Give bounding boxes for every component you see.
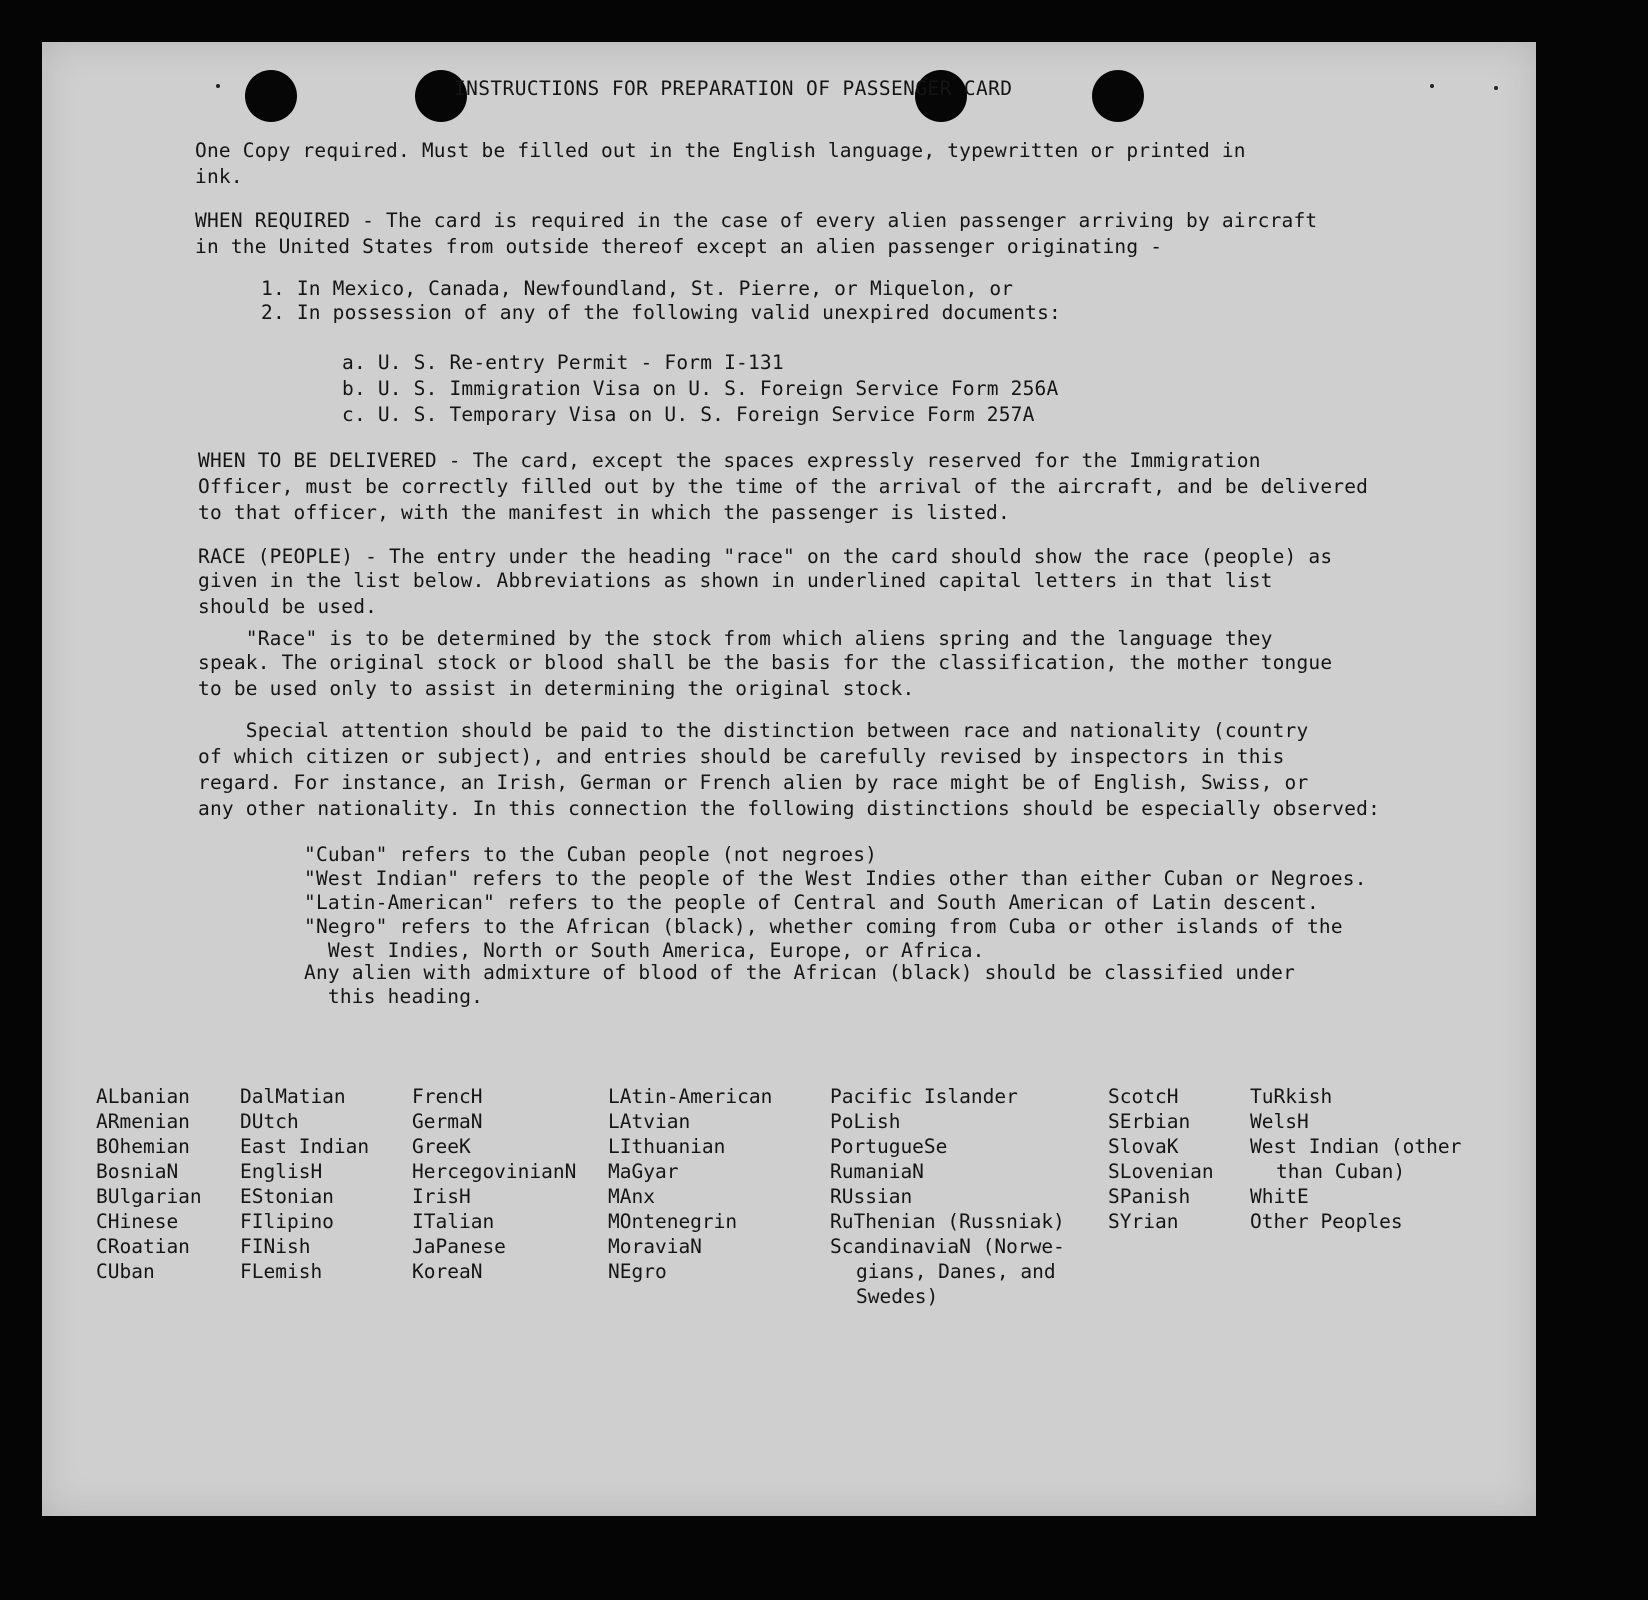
race-entry: SYrian (1108, 1210, 1179, 1233)
document-item: c. U. S. Temporary Visa on U. S. Foreign Service Form 257A (342, 403, 1035, 426)
race-entry: MAnx (608, 1185, 655, 1208)
race-entry: West Indian (other (1250, 1135, 1462, 1158)
race-entry: Swedes) (856, 1285, 939, 1308)
race-entry: KoreaN (412, 1260, 483, 1283)
race-entry: ITalian (412, 1210, 495, 1233)
special-attention-line: Special attention should be paid to the distinction between race and nationality (country (198, 719, 1309, 742)
special-attention-line: regard. For instance, an Irish, German or French alien by race might be of English, Swiss, or (198, 771, 1309, 794)
race-entry: CHinese (96, 1210, 179, 1233)
race-entry: SPanish (1108, 1185, 1191, 1208)
when-delivered-line: to that officer, with the manifest in which the passenger is listed. (198, 501, 1010, 524)
race-entry: BOhemian (96, 1135, 190, 1158)
race-entry: MaGyar (608, 1160, 679, 1183)
race-entry: TuRkish (1250, 1085, 1333, 1108)
race-entry: BUlgarian (96, 1185, 202, 1208)
race-entry: ScotcH (1108, 1085, 1179, 1108)
condition-item: 2. In possession of any of the following valid unexpired documents: (261, 301, 1061, 324)
race-entry: than Cuban) (1276, 1160, 1406, 1183)
race-entry: GreeK (412, 1135, 471, 1158)
race-entry: NEgro (608, 1260, 667, 1283)
race-entry: RuThenian (Russniak) (830, 1210, 1065, 1233)
distinction-line: this heading. (304, 985, 484, 1008)
when-required-line: in the United States from outside thereof except an alien passenger originating - (195, 235, 1163, 258)
race-entry: FLemish (240, 1260, 323, 1283)
race-list-column (608, 1084, 772, 1284)
distinction-line: Any alien with admixture of blood of the African (black) should be classified under (304, 961, 1296, 984)
race-entry: WelsH (1250, 1110, 1309, 1133)
race-entry: GermaN (412, 1110, 483, 1133)
race-entry: JaPanese (412, 1235, 506, 1258)
race-entry: DalMatian (240, 1085, 346, 1108)
race-entry: WhitE (1250, 1185, 1309, 1208)
distinction-line: "West Indian" refers to the people of the West Indies other than either Cuban or Negroes. (304, 867, 1367, 890)
race-heading-line: RACE (PEOPLE) - The entry under the heading "race" on the card should show the race (people) as (198, 545, 1333, 568)
race-entry: CRoatian (96, 1235, 190, 1258)
race-entry: Pacific Islander (830, 1085, 1018, 1108)
race-entry: FIlipino (240, 1210, 334, 1233)
race-heading-line: given in the list below. Abbreviations as shown in underlined capital letters in that list (198, 569, 1273, 592)
race-entry: EStonian (240, 1185, 334, 1208)
race-entry: ALbanian (96, 1085, 190, 1108)
punch-hole (245, 70, 297, 122)
race-list-column (830, 1084, 1065, 1309)
race-entry: LAtin-American (608, 1085, 773, 1108)
race-entry: gians, Danes, and (856, 1260, 1056, 1283)
race-entry: PoLish (830, 1110, 901, 1133)
race-entry: IrisH (412, 1185, 471, 1208)
race-entry: RUssian (830, 1185, 913, 1208)
race-entry: LIthuanian (608, 1135, 726, 1158)
race-entry: SlovaK (1108, 1135, 1179, 1158)
race-entry: ARmenian (96, 1110, 190, 1133)
race-definition-line: to be used only to assist in determining the original stock. (198, 677, 915, 700)
race-list-column (1108, 1084, 1214, 1234)
race-entry: SErbian (1108, 1110, 1191, 1133)
race-entry: LAtvian (608, 1110, 691, 1133)
distinction-line: West Indies, North or South America, Europe, or Africa. (304, 939, 985, 962)
race-entry: DUtch (240, 1110, 299, 1133)
race-entry: MoraviaN (608, 1235, 702, 1258)
race-entry: HercegovinianN (412, 1160, 577, 1183)
race-entry: Other Peoples (1250, 1210, 1403, 1233)
race-entry: FINish (240, 1235, 311, 1258)
document-item: a. U. S. Re-entry Permit - Form I-131 (342, 351, 784, 374)
special-attention-line: any other nationality. In this connection the following distinctions should be especially observed: (198, 797, 1381, 820)
speck-mark (1494, 86, 1498, 90)
intro-line: One Copy required. Must be filled out in the English language, typewritten or printed in (195, 139, 1246, 162)
race-entry: RumaniaN (830, 1160, 924, 1183)
race-list-column (1250, 1084, 1461, 1234)
race-entry: MOntenegrin (608, 1210, 738, 1233)
condition-item: 1. In Mexico, Canada, Newfoundland, St. Pierre, or Miquelon, or (261, 277, 1014, 300)
document-page (42, 42, 1536, 1516)
distinction-line: "Latin-American" refers to the people of Central and South American of Latin descent. (304, 891, 1319, 914)
speck-mark (1430, 84, 1434, 88)
race-definition-line: "Race" is to be determined by the stock from which aliens spring and the language they (198, 627, 1273, 650)
race-entry: FrencH (412, 1085, 483, 1108)
when-delivered-line: Officer, must be correctly filled out by the time of the arrival of the aircraft, and be delivered (198, 475, 1369, 498)
race-entry: ScandinaviaN (Norwe- (830, 1235, 1065, 1258)
page-title: INSTRUCTIONS FOR PREPARATION OF PASSENGER CARD (454, 77, 1013, 100)
race-heading-line: should be used. (198, 595, 378, 618)
race-entry: BosniaN (96, 1160, 179, 1183)
race-entry: EnglisH (240, 1160, 323, 1183)
race-list-column (412, 1084, 576, 1284)
race-definition-line: speak. The original stock or blood shall be the basis for the classification, the mother tongue (198, 651, 1333, 674)
distinction-line: "Cuban" refers to the Cuban people (not negroes) (304, 843, 878, 866)
distinction-line: "Negro" refers to the African (black), whether coming from Cuba or other islands of the (304, 915, 1343, 938)
when-delivered-line: WHEN TO BE DELIVERED - The card, except the spaces expressly reserved for the Immigration (198, 449, 1261, 472)
speck-mark (216, 84, 220, 88)
race-list-column (96, 1084, 202, 1284)
race-entry: SLovenian (1108, 1160, 1214, 1183)
when-required-line: WHEN REQUIRED - The card is required in the case of every alien passenger arriving by aircraft (195, 209, 1318, 232)
document-item: b. U. S. Immigration Visa on U. S. Foreign Service Form 256A (342, 377, 1059, 400)
race-entry: CUban (96, 1260, 155, 1283)
special-attention-line: of which citizen or subject), and entries should be carefully revised by inspectors in this (198, 745, 1285, 768)
race-list-column (240, 1084, 369, 1284)
punch-hole (1092, 70, 1144, 122)
race-entry: East Indian (240, 1135, 370, 1158)
race-entry: PortugueSe (830, 1135, 948, 1158)
intro-line: ink. (195, 165, 243, 188)
